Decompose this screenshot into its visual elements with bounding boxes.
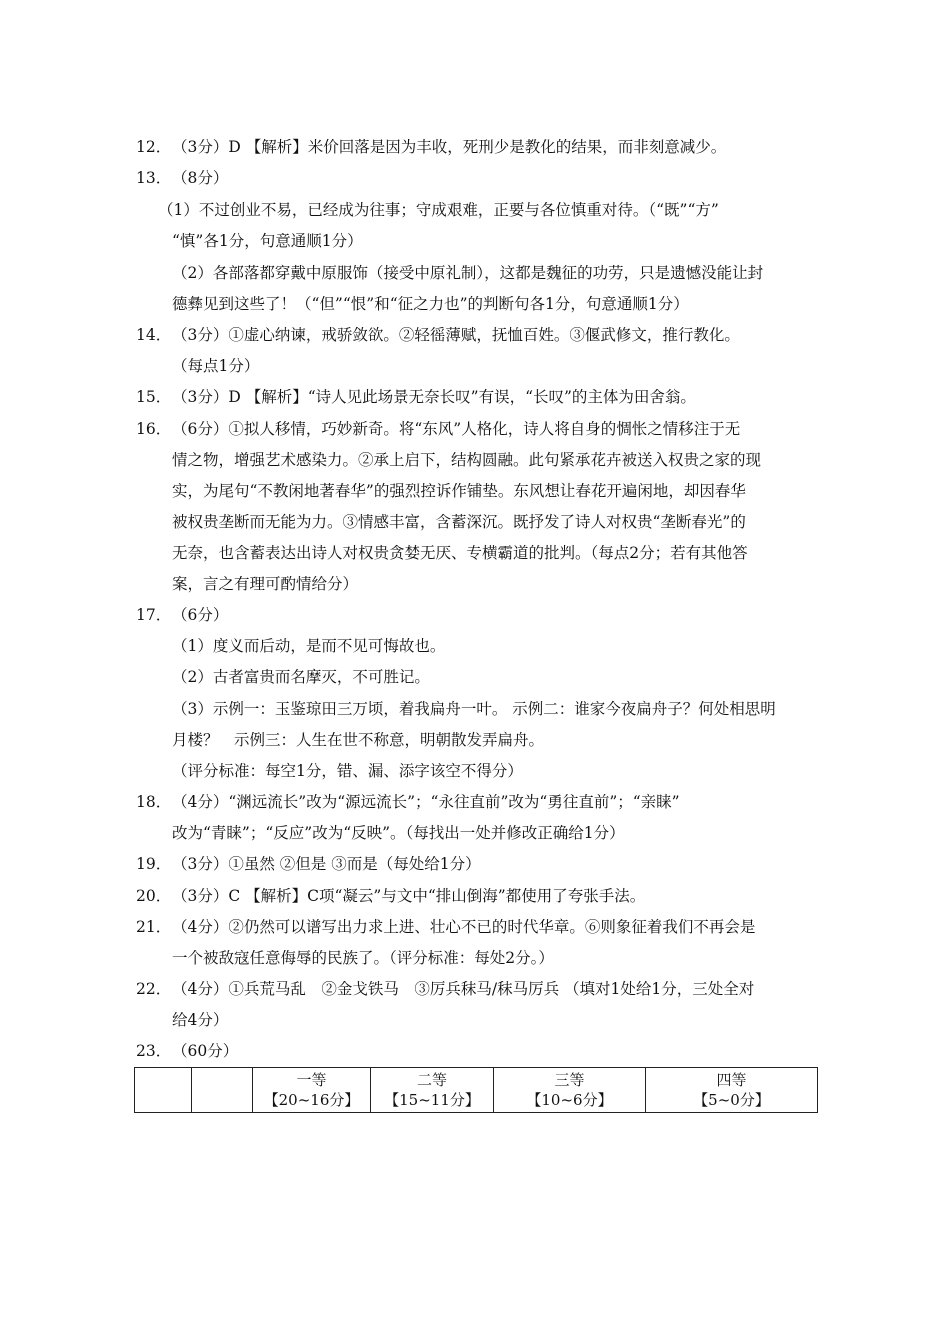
item-17-line-1: （6分）: [172, 606, 229, 624]
item-18-line-2: 改为“青睐”；“反应”改为“反映”。（每找出一处并修改正确给1分）: [172, 824, 625, 842]
grading-table-header-row: [135, 1068, 818, 1113]
grade-cell-3: [494, 1068, 646, 1113]
item-13-sub-2-line-2: 德彝见到这些了！（“但”“恨”和“征之力也”的判断句各1分，句意通顺1分）: [172, 295, 689, 313]
grade-range: 【15~11分】: [384, 1091, 480, 1109]
item-13-sub-1-line-1: （1）不过创业不易，已经成为往事；守成艰难，正要与各位慎重对待。（“既”“方”: [158, 201, 719, 219]
grading-table: [134, 1067, 818, 1113]
item-12-line-1: （3分）D 【解析】米价回落是因为丰收，死刑少是教化的结果，而非刻意减少。: [172, 138, 727, 156]
item-21-line-2: 一个被敌寇任意侮辱的民族了。（评分标准：每处2分。）: [172, 949, 554, 967]
item-15-line-1: （3分）D 【解析】“诗人见此场景无奈长叹”有误，“长叹”的主体为田舍翁。: [172, 388, 696, 406]
item-14-line-2: （每点1分）: [172, 357, 260, 375]
item-15-number: 15．: [136, 388, 172, 406]
grading-table-blank-cell: [192, 1068, 253, 1113]
item-19-number: 19．: [136, 855, 172, 873]
grade-name: 四等: [716, 1071, 747, 1089]
grade-cell-4: [646, 1068, 818, 1113]
grade-range: 【20~16分】: [263, 1091, 360, 1109]
item-13-number: 13．: [136, 169, 172, 187]
grade-name: 二等: [416, 1071, 447, 1089]
item-22-line-1: （4分）①兵荒马乱 ②金戈铁马 ③厉兵秣马/秣马厉兵 （填对1处给1分，三处全对: [172, 980, 755, 998]
item-23-line-1: （60分）: [172, 1042, 239, 1060]
grade-range: 【5~0分】: [693, 1091, 770, 1109]
item-13-sub-2-line-1: （2）各部落都穿戴中原服饰（接受中原礼制），这都是魏征的功劳，只是遗憾没能让封: [172, 264, 764, 282]
item-22-line-2: 给4分）: [172, 1011, 229, 1029]
item-16-line-2: 情之物，增强艺术感染力。②承上启下，结构圆融。此句紧承花卉被送入权贵之家的现: [172, 451, 762, 469]
item-14-number: 14．: [136, 326, 172, 344]
item-17-line-6: （评分标准：每空1分，错、漏、添字该空不得分）: [172, 762, 523, 780]
grade-cell-2: [371, 1068, 494, 1113]
item-17-line-2: （1）度义而后动，是而不见可悔故也。: [172, 637, 446, 655]
item-16-line-6: 案，言之有理可酌情给分）: [172, 575, 359, 593]
item-17-line-4: （3）示例一：玉鉴琼田三万顷，着我扁舟一叶。 示例二：谁家今夜扁舟子？何处相思明: [172, 700, 776, 718]
item-18-number: 18．: [136, 793, 172, 811]
item-16-line-5: 无奈，也含蓄表达出诗人对权贵贪婪无厌、专横霸道的批判。（每点2分；若有其他答: [172, 544, 748, 562]
grade-name: 一等: [296, 1071, 327, 1089]
item-19-line-1: （3分）①虽然 ②但是 ③而是（每处给1分）: [172, 855, 481, 873]
item-16-line-3: 实，为尾句“不教闲地著春华”的强烈控诉作铺垫。东风想让春花开遍闲地，却因春华: [172, 482, 746, 500]
item-16-number: 16．: [136, 420, 172, 438]
item-21-number: 21．: [136, 918, 172, 936]
item-18-line-1: （4分）“渊远流长”改为“源远流长”；“永往直前”改为“勇往直前”；“亲睐”: [172, 793, 680, 811]
grade-range: 【10~6分】: [526, 1091, 613, 1109]
item-20-number: 20．: [136, 887, 172, 905]
grade-cell-1: [253, 1068, 371, 1113]
item-13-line-1: （8分）: [172, 169, 229, 187]
item-20-line-1: （3分）C 【解析】C项“凝云”与文中“排山倒海”都使用了夸张手法。: [172, 887, 646, 905]
item-12-number: 12．: [136, 138, 172, 156]
grade-name: 三等: [554, 1071, 585, 1089]
item-17-line-3: （2）古者富贵而名摩灭，不可胜记。: [172, 668, 430, 686]
item-13-sub-1-line-2: “慎”各1分，句意通顺1分）: [172, 232, 363, 250]
item-22-number: 22．: [136, 980, 172, 998]
item-21-line-1: （4分）②仍然可以谱写出力求上进、壮心不已的时代华章。⑥则象征着我们不再会是: [172, 918, 756, 936]
item-17-number: 17．: [136, 606, 172, 624]
item-16-line-1: （6分）①拟人移情，巧妙新奇。将“东风”人格化，诗人将自身的惆怅之情移注于无: [172, 420, 741, 438]
grading-table-blank-cell: [135, 1068, 192, 1113]
item-16-line-4: 被权贵垄断而无能为力。③情感丰富，含蓄深沉。既抒发了诗人对权贵“垄断春光”的: [172, 513, 746, 531]
item-14-line-1: （3分）①虚心纳谏，戒骄敛欲。②轻徭薄赋，抚恤百姓。③偃武修文，推行教化。: [172, 326, 740, 344]
item-17-line-5: 月楼？ 示例三：人生在世不称意，明朝散发弄扁舟。: [172, 731, 545, 749]
item-23-number: 23．: [136, 1042, 172, 1060]
